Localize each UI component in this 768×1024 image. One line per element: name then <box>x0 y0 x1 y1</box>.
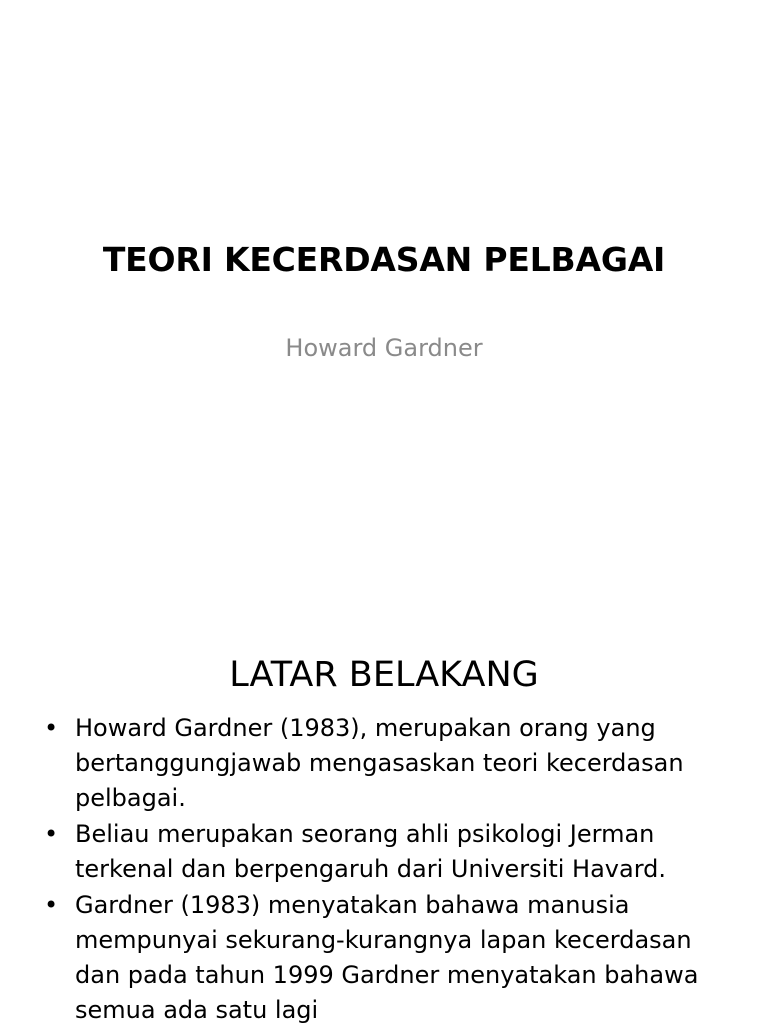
bullet-icon: • <box>44 891 59 919</box>
bullet-icon: • <box>44 820 59 848</box>
bullet-text: Howard Gardner (1983), merupakan orang yang bertanggungjawab mengasaskan teori kecerdasan pelbagai. <box>75 714 684 812</box>
list-item <box>44 817 744 887</box>
bullet-text: Gardner (1983) menyatakan bahawa manusia mempunyai sekurang-kurangnya lapan kecerdasan dan pada tahun 1999 Gardner menyatakan bahawa semua ada satu lagi <box>75 891 699 1024</box>
list-item <box>44 888 744 1024</box>
slide-title: TEORI KECERDASAN PELBAGAI <box>102 240 666 280</box>
bullet-text: Beliau merupakan seorang ahli psikologi Jerman terkenal dan berpengaruh dari Universiti Havard. <box>75 820 667 883</box>
slide-subtitle: Howard Gardner <box>285 334 483 362</box>
bullet-list <box>44 711 744 1024</box>
slide-heading: LATAR BELAKANG <box>229 655 539 696</box>
content-slide <box>0 576 768 1024</box>
bullet-icon: • <box>44 714 59 742</box>
list-item <box>44 711 744 816</box>
